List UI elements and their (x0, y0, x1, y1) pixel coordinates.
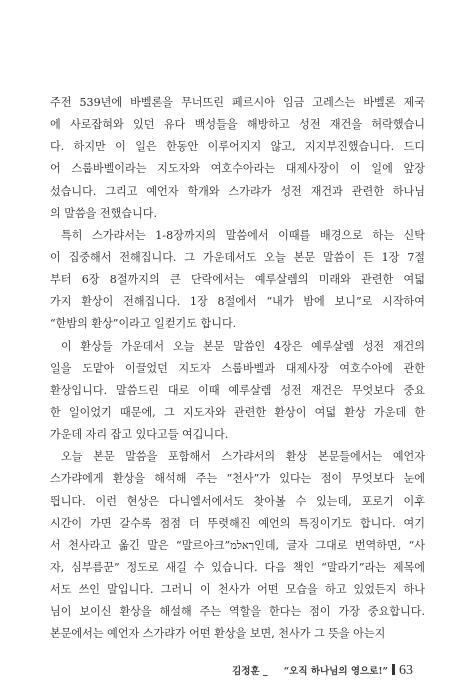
text-line: 에 사로잡혀와 있던 유다 백성들을 해방하고 성전 재건을 허락했습니 (50, 118, 425, 132)
text-line: 이 환상들 가운데서 오늘 본문 말씀인 4장은 예루살렘 성전 재건의 (61, 339, 425, 353)
text-line: 일을 도맡아 이끌었던 지도자 스룹바벨과 대제사장 여호수아에 관한 (50, 361, 425, 375)
paragraph (50, 225, 425, 336)
text-line: 부터 6장 8절까지의 큰 단락에서는 예루살렘의 미래와 관련한 여덟 (50, 273, 425, 287)
text-line: 서 천사라고 옮긴 말은 “말르아크”ךאלמ인데, 글자 그대로 번역하면, “사 (50, 538, 425, 552)
text-line: 이 집중해서 전해집니다. 그 가운데서도 오늘 본문 말씀이 든 1장 7절 (50, 250, 425, 264)
text-line: 님이 보이신 환상을 해설해 주는 역할을 한다는 점이 가장 중요합니다. (50, 605, 425, 619)
text-line: 어 스룹바벨이라는 지도자와 여호수아라는 대제사장이 이 일에 앞장 (50, 162, 425, 176)
paragraph (50, 336, 425, 447)
text-line: 오늘 본문 말씀을 포함해서 스가랴서의 환상 본문들에서는 예언자 (61, 450, 425, 464)
text-line: 특히 스가랴서는 1-8장까지의 말씀에서 이때를 배경으로 하는 신탁 (61, 228, 425, 242)
footer-divider (392, 664, 395, 675)
text-line: 가지 환상이 전해집니다. 1장 8절에서 “내가 밤에 보니”로 시작하여 (50, 295, 425, 309)
text-line: 다. 하지만 이 일은 한동안 이루어지지 않고, 지지부진했습니다. 드디 (50, 140, 425, 154)
paragraph (50, 92, 425, 225)
paragraph (50, 446, 425, 645)
footer-author: 김정훈 _ (232, 666, 268, 677)
text-line: 섰습니다. 그리고 예언자 학개와 스가랴가 성전 재건과 관련한 하나님 (50, 184, 425, 198)
text-line: 자, 심부름꾼” 정도로 새길 수 있습니다. 다음 책인 “말라기”라는 제목에 (50, 560, 425, 574)
text-line: 본문에서는 예언자 스가랴가 어떤 환상을 보면, 천사가 그 뜻을 아는지 (50, 627, 386, 641)
page-number: 63 (399, 663, 413, 678)
text-line: 환상입니다. 말씀드린 대로 이때 예루살렘 성전 재건은 무엇보다 중요 (50, 383, 425, 397)
text-line: 의 말씀을 전했습니다. (50, 206, 158, 220)
text-line: 스가랴에게 환상을 해석해 주는 “천사”가 있다는 점이 무엇보다 눈에 (50, 472, 425, 486)
text-line: 한 일이었기 때문에, 그 지도자와 관련한 환상이 여덟 환상 가운데 한 (50, 405, 425, 419)
text-line: 서도 쓰인 말입니다. 그러니 이 천사가 어떤 모습을 하고 있었든지 하나 (50, 583, 425, 597)
text-line: 시간이 가면 갈수록 점점 더 뚜렷해진 예언의 특징이기도 합니다. 여기 (50, 516, 425, 530)
text-line: “한밤의 환상”이라고 일컫기도 합니다. (50, 317, 237, 331)
body-text (50, 92, 425, 646)
page-footer (232, 663, 413, 679)
text-line: 주전 539년에 바벨론을 무너뜨린 페르시아 임금 고레스는 바벨론 제국 (50, 96, 425, 109)
text-line: 띕니다. 이런 현상은 다니엘서에서도 찾아볼 수 있는데, 포로기 이후 (50, 494, 425, 508)
text-line: 가운데 자리 잡고 있다고들 여깁니다. (50, 428, 229, 442)
footer-sermon-title: “오직 하나님의 영으로!” (283, 666, 388, 677)
